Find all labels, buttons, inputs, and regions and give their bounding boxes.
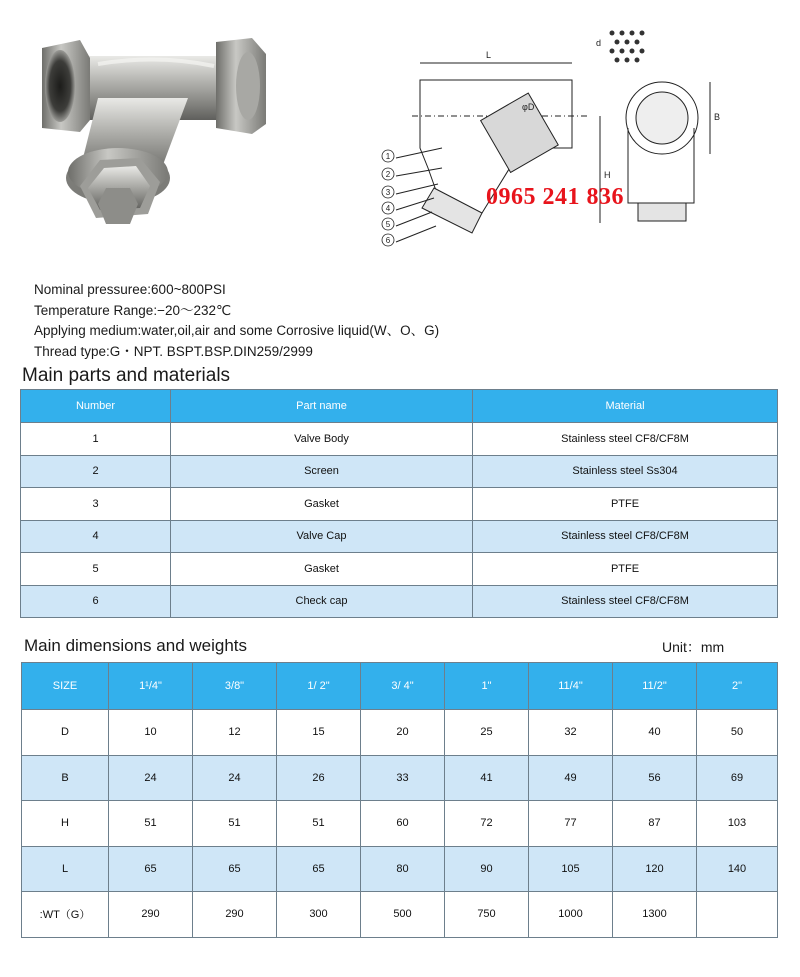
table-cell: 51 xyxy=(109,801,193,847)
table-cell: 80 xyxy=(361,846,445,892)
table-cell: 4 xyxy=(21,520,171,553)
table-row xyxy=(22,892,778,938)
table-cell: 290 xyxy=(109,892,193,938)
table-cell: 12 xyxy=(193,710,277,756)
table-cell: 40 xyxy=(613,710,697,756)
column-header: 2" xyxy=(697,663,778,710)
table-row xyxy=(21,585,778,618)
table-cell: 56 xyxy=(613,755,697,801)
table-row xyxy=(21,455,778,488)
table-cell: PTFE xyxy=(473,553,778,586)
column-header: Part name xyxy=(171,390,473,423)
table-cell: 300 xyxy=(277,892,361,938)
column-header: Number xyxy=(21,390,171,423)
callout-5: 5 xyxy=(385,220,391,229)
row-header: B xyxy=(22,755,109,801)
table-row xyxy=(22,755,778,801)
dim-label-l: L xyxy=(486,50,492,60)
dim-label-small-d: d xyxy=(596,38,602,48)
table-cell: 103 xyxy=(697,801,778,847)
table-cell: Gasket xyxy=(171,553,473,586)
table-cell: Stainless steel Ss304 xyxy=(473,455,778,488)
technical-drawing xyxy=(372,8,736,256)
table-cell: 1300 xyxy=(613,892,697,938)
unit-label: Unit：mm xyxy=(662,639,725,655)
table-cell: 72 xyxy=(445,801,529,847)
table-cell: 1 xyxy=(21,423,171,456)
column-header: 3/8" xyxy=(193,663,277,710)
dim-label-b: B xyxy=(714,112,721,122)
table-cell: 6 xyxy=(21,585,171,618)
spec-thread: Thread type:G・NPT. BSPT.BSP.DIN259/2999 xyxy=(34,343,313,359)
table-cell: 50 xyxy=(697,710,778,756)
table-cell: Valve Cap xyxy=(171,520,473,553)
table-cell: 1000 xyxy=(529,892,613,938)
parts-header-row xyxy=(21,390,778,423)
dimensions-table xyxy=(21,662,778,938)
row-header: H xyxy=(22,801,109,847)
table-cell: Screen xyxy=(171,455,473,488)
spec-medium: Applying medium:water,oil,air and some Corrosive liquid(W、O、G) xyxy=(34,323,440,338)
column-header: Material xyxy=(473,390,778,423)
table-cell: 77 xyxy=(529,801,613,847)
product-photo xyxy=(38,28,270,234)
table-cell: 15 xyxy=(277,710,361,756)
table-row xyxy=(22,710,778,756)
table-cell: 500 xyxy=(361,892,445,938)
table-cell: 24 xyxy=(109,755,193,801)
table-cell: 290 xyxy=(193,892,277,938)
column-header: 1/ 2" xyxy=(277,663,361,710)
table-cell: 32 xyxy=(529,710,613,756)
table-cell: 24 xyxy=(193,755,277,801)
table-cell: 69 xyxy=(697,755,778,801)
table-cell: 105 xyxy=(529,846,613,892)
table-cell: 60 xyxy=(361,801,445,847)
spec-temperature: Temperature Range:−20～232℃ xyxy=(34,302,232,318)
table-row xyxy=(22,846,778,892)
column-header: 11/2" xyxy=(613,663,697,710)
phone-number-watermark: 0965 241 836 xyxy=(486,184,624,210)
table-cell: 140 xyxy=(697,846,778,892)
table-cell: Gasket xyxy=(171,488,473,521)
table-row xyxy=(21,423,778,456)
table-cell: 41 xyxy=(445,755,529,801)
column-header: 1¹/4" xyxy=(109,663,193,710)
table-cell: 65 xyxy=(193,846,277,892)
table-cell: 750 xyxy=(445,892,529,938)
callout-2: 2 xyxy=(385,170,391,179)
table-row xyxy=(21,553,778,586)
table-cell: 51 xyxy=(277,801,361,847)
table-cell: 20 xyxy=(361,710,445,756)
row-header: L xyxy=(22,846,109,892)
column-header: SIZE xyxy=(22,663,109,710)
dimensions-header-row xyxy=(22,663,778,710)
table-cell: 10 xyxy=(109,710,193,756)
table-cell: Valve Body xyxy=(171,423,473,456)
table-cell: 26 xyxy=(277,755,361,801)
callout-1: 1 xyxy=(385,152,391,161)
parts-section-title: Main parts and materials xyxy=(22,365,231,386)
callout-4: 4 xyxy=(385,204,391,213)
spec-list xyxy=(34,280,439,362)
table-row xyxy=(21,488,778,521)
dim-label-h: H xyxy=(604,170,611,180)
table-cell: 120 xyxy=(613,846,697,892)
table-cell xyxy=(697,892,778,938)
table-cell: 87 xyxy=(613,801,697,847)
row-header: D xyxy=(22,710,109,756)
table-cell: 51 xyxy=(193,801,277,847)
table-cell: 90 xyxy=(445,846,529,892)
table-cell: 65 xyxy=(109,846,193,892)
table-cell: Stainless steel CF8/CF8M xyxy=(473,423,778,456)
dim-label-d: φD xyxy=(522,102,535,112)
table-cell: 3 xyxy=(21,488,171,521)
column-header: 1" xyxy=(445,663,529,710)
spec-pressure: Nominal pressuree:600~800PSI xyxy=(34,282,226,297)
parts-table xyxy=(20,389,778,618)
table-cell: 49 xyxy=(529,755,613,801)
table-cell: PTFE xyxy=(473,488,778,521)
table-cell: 25 xyxy=(445,710,529,756)
column-header: 11/4" xyxy=(529,663,613,710)
table-cell: Stainless steel CF8/CF8M xyxy=(473,585,778,618)
column-header: 3/ 4" xyxy=(361,663,445,710)
table-cell: Check cap xyxy=(171,585,473,618)
callout-3: 3 xyxy=(385,188,391,197)
table-cell: 33 xyxy=(361,755,445,801)
row-header: :WT（G） xyxy=(22,892,109,938)
table-cell: 2 xyxy=(21,455,171,488)
dimensions-section-title: Main dimensions and weights xyxy=(24,636,248,655)
callout-6: 6 xyxy=(385,236,391,245)
table-cell: 65 xyxy=(277,846,361,892)
table-cell: 5 xyxy=(21,553,171,586)
table-row xyxy=(21,520,778,553)
table-cell: Stainless steel CF8/CF8M xyxy=(473,520,778,553)
table-row xyxy=(22,801,778,847)
